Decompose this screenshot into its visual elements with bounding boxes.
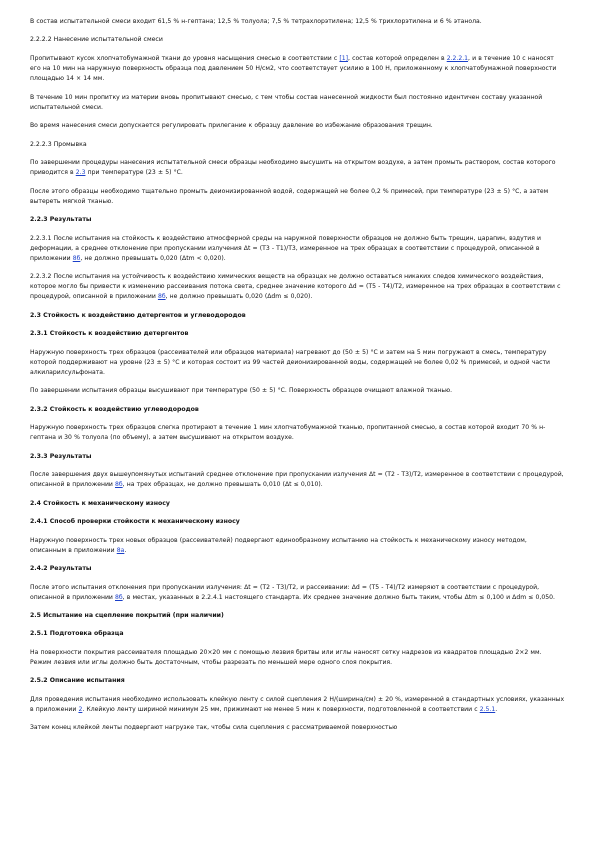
reference-link[interactable]: 2.3: [75, 169, 86, 177]
reference-link[interactable]: 2.2.2.1: [446, 54, 469, 62]
paragraph-text: .: [495, 705, 498, 713]
paragraph: [30, 272, 565, 302]
paragraph: [30, 121, 565, 131]
paragraph-text: Пропитывают кусок хлопчатобумажной ткани до уровня насыщения смесью в соответствии с: [30, 54, 340, 62]
reference-link[interactable]: 2: [78, 705, 83, 713]
paragraph-text: По завершении процедуры нанесения испытательной смеси образцы необходимо высушить на открытом воздухе, а затем промыть раствором, состав которого приводится в: [30, 159, 556, 177]
paragraph-text: После этого образцы необходимо тщательно промыть деионизированной водой, содержащей не более 0,2 % примесей, при температуре (23 ± 5) °С, а затем вытереть мягкой тканью.: [30, 187, 549, 205]
section-heading: 2.2.3 Результаты: [30, 216, 92, 224]
section-heading: 2.4 Стойкость к механическому износу: [30, 499, 170, 507]
reference-link[interactable]: 2.5.1: [479, 705, 496, 713]
section-heading: 2.3.1 Стойкость к воздействию детергентов: [30, 330, 189, 338]
paragraph-text: . Клейкую ленту шириной минимум 25 мм, прижимают не менее 5 мин к поверхности, подготовленной в соответствии с: [82, 705, 480, 713]
paragraph-text: 2.2.3.2 После испытания на устойчивость к воздействию химических веществ на образцах не должно оставаться никаких следов химического воздействия, которое могло бы привести к изменению рассеивания потока света, среднее значение которого Δd = (T5 - T4)/T2, измеренное на трех образцах в соответствии с процедурой, описанной в приложении: [30, 273, 561, 301]
paragraph: [30, 386, 565, 396]
paragraph-text: , состав которой определен в: [348, 54, 447, 62]
paragraph: [30, 158, 565, 178]
paragraph-text: По завершении испытания образцы высушивают при температуре (50 ± 5) °С. Поверхность образцов очищают влажной тканью.: [30, 387, 453, 395]
paragraph-text: Во время нанесения смеси допускается регулировать прилегание к образцу давление во избежание образования трещин.: [30, 122, 433, 130]
paragraph: [30, 695, 565, 715]
reference-link[interactable]: 8б: [72, 254, 81, 262]
paragraph-text: , не должно превышать 0,020 (Δdm ≤ 0,020).: [165, 293, 313, 301]
paragraph-text: , на трех образцах, не должно превышать 0,010 (Δt ≤ 0,010).: [122, 481, 323, 489]
paragraph-text: После завершения двух вышеупомянутых испытаний среднее отклонение при пропускании излучения Δt = (T2 - T3)/T2, измеренное в соответствии с процедурой, описанной в приложении: [30, 471, 564, 489]
paragraph-text: На поверхности покрытия рассеивателя площадью 20×20 мм с помощью лезвия бритвы или иглы наносят сетку надрезов из квадратов площадью 2×2 мм. Режим лезвия или иглы должно быть достаточным, чтобы разрезать по меньшей мере одного слоя покрытия.: [30, 648, 542, 666]
paragraph-text: Наружную поверхность трех новых образцов (рассеивателей) подвергают единообразному испытанию на стойкость к механическому износу методом, описанным в приложении: [30, 536, 527, 554]
paragraph: [30, 648, 565, 668]
paragraph-text: , и в течение 10 с наносят его на 10 мин на наружную поверхность образца под давлением 50 Н/см2, что соответствует усилию в 100 Н, приложенному к хлопчатобумажной поверхности площадью 14 × 14 мм.: [30, 54, 557, 83]
section-heading: 2.4.2 Результаты: [30, 565, 92, 573]
paragraph: [30, 54, 565, 84]
paragraph: [30, 234, 565, 264]
section-heading: 2.5.2 Описание испытания: [30, 677, 125, 685]
reference-link[interactable]: [1]: [339, 54, 349, 62]
paragraph: [30, 348, 565, 378]
paragraph-text: , не должно превышать 0,020 (Δtm < 0,020).: [80, 254, 226, 262]
paragraph: [30, 93, 565, 113]
paragraph: [30, 583, 565, 603]
section-heading: 2.2.2.2 Нанесение испытательной смеси: [30, 36, 163, 44]
paragraph-text: В течение 10 мин пропитку из материи вновь пропитывают смесью, с тем чтобы состав нанесенной жидкости был постоянно идентичен составу указанной испытательной смеси.: [30, 93, 543, 111]
reference-link[interactable]: 8б: [115, 481, 123, 489]
section-heading: 2.3.2 Стойкость к воздействию углеводородов: [30, 405, 199, 413]
paragraph-text: Наружную поверхность трех образцов слегка протирают в течение 1 мин хлопчатобумажной тканью, пропитанной смесью, в состав которой входит 70 % н-гептана и 30 % толуола (по объему), а затем высушивают на открытом воздухе.: [30, 424, 546, 442]
paragraph-text: После этого испытания отклонения при пропускании излучения: Δt = (T2 - T3)/T2, и рассеивании: Δd = (T5 - T4)/T2 измеряют в соответствии с процедурой, описанной в приложении: [30, 583, 540, 601]
paragraph-text: Для проведения испытания необходимо использовать клейкую ленту с силой сцепления 2 Н/(ширина/см) ± 20 %, измеренной в стандартных условиях, указанных в приложении: [30, 695, 565, 713]
paragraph: [30, 187, 565, 207]
paragraph-text: , в местах, указанных в 2.2.4.1 настоящего стандарта. Их среднее значение должно быть таким, чтобы Δtm ≤ 0,100 и Δdm ≤ 0,050.: [122, 593, 555, 601]
paragraph: [30, 723, 565, 733]
paragraph-text: В состав испытательной смеси входит 61,5 % н-гептана; 12,5 % толуола; 7,5 % тетрахлорэтилена; 12,5 % трихлорэтилена и 6 % этанола.: [30, 18, 482, 25]
section-heading: 2.3.3 Результаты: [30, 452, 92, 460]
reference-link[interactable]: 8б: [157, 293, 166, 301]
paragraph-text: при температуре (23 ± 5) °С.: [85, 169, 183, 177]
paragraph: [30, 470, 565, 490]
paragraph-text: Затем конец клейкой ленты подвергают нагрузке так, чтобы сила сцепления с рассматриваемой поверхностью: [30, 724, 398, 732]
section-heading: 2.2.2.3 Промывка: [30, 140, 87, 148]
paragraph-text: .: [124, 546, 127, 554]
paragraph-text: Наружную поверхность трех образцов (рассеивателей или образцов материала) нагревают до (50 ± 5) °С и затем на 5 мин погружают в смесь, температуру которой поддерживают на уровне (23 ± 5) °С и которая состоит из 99 частей деионизированной воды, содержащей не более 0,02 % примесей, и одной части алкиларилсульфоната.: [30, 348, 550, 376]
section-heading: 2.5.1 Подготовка образца: [30, 630, 124, 638]
section-heading: 2.5 Испытание на сцепление покрытий (при наличии): [30, 612, 224, 620]
paragraph: [30, 536, 565, 556]
reference-link[interactable]: 8б: [115, 593, 123, 601]
section-heading: 2.3 Стойкость к воздействию детергентов и углеводородов: [30, 311, 246, 319]
reference-link[interactable]: 8а: [116, 546, 125, 554]
paragraph-text: 2.2.3.1 После испытания на стойкость к воздействию атмосферной среды на наружной поверхности образцов не должно быть трещин, царапин, вздутия и деформации, а среднее отклонение при пропускании излучения Δt = (T3 - T1)/T3, измеренное на трех образцах в соответствии с процедурой, описанной в приложении: [30, 234, 542, 262]
section-heading: 2.4.1 Способ проверки стойкости к механическому износу: [30, 518, 240, 526]
paragraph: [30, 17, 565, 27]
paragraph: [30, 423, 565, 443]
